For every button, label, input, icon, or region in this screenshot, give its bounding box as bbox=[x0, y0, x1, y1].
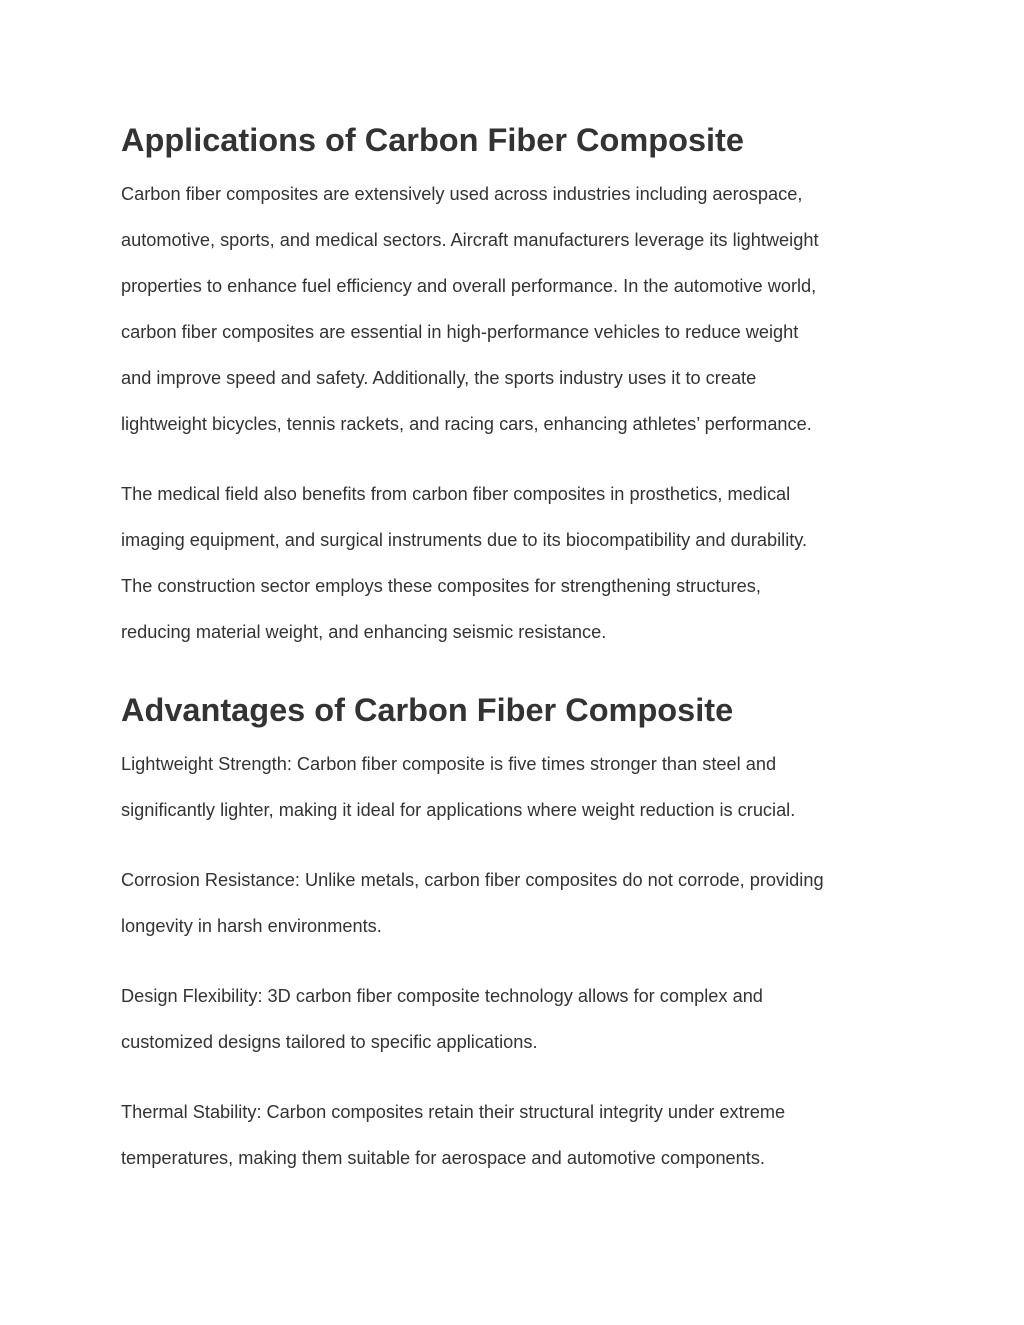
section-heading-applications: Applications of Carbon Fiber Composite bbox=[121, 122, 744, 158]
paragraph-applications-industries bbox=[121, 171, 911, 447]
text-line: automotive, sports, and medical sectors. Aircraft manufacturers leverage its lightweight bbox=[121, 230, 819, 250]
paragraph-design-flexibility bbox=[121, 973, 911, 1065]
text-line: imaging equipment, and surgical instruments due to its biocompatibility and durability. bbox=[121, 530, 808, 550]
paragraph-applications-medical bbox=[121, 471, 911, 655]
text-line: Design Flexibility: 3D carbon fiber composite technology allows for complex and bbox=[121, 986, 763, 1006]
text-line: Corrosion Resistance: Unlike metals, carbon fiber composites do not corrode, providing bbox=[121, 870, 824, 890]
text-line: reducing material weight, and enhancing seismic resistance. bbox=[121, 622, 607, 642]
text-line: Lightweight Strength: Carbon fiber composite is five times stronger than steel and bbox=[121, 754, 777, 774]
text-line: properties to enhance fuel efficiency and overall performance. In the automotive world, bbox=[121, 276, 817, 296]
text-line: lightweight bicycles, tennis rackets, and racing cars, enhancing athletes’ performance. bbox=[121, 414, 812, 434]
section-heading-advantages: Advantages of Carbon Fiber Composite bbox=[121, 692, 734, 728]
text-line: Thermal Stability: Carbon composites retain their structural integrity under extreme bbox=[121, 1102, 786, 1122]
text-line: The medical field also benefits from carbon fiber composites in prosthetics, medical bbox=[121, 484, 791, 504]
text-line: Carbon fiber composites are extensively used across industries including aerospace, bbox=[121, 184, 803, 204]
text-line: customized designs tailored to specific applications. bbox=[121, 1032, 538, 1052]
text-line: The construction sector employs these composites for strengthening structures, bbox=[121, 576, 761, 596]
paragraph-lightweight-strength bbox=[121, 741, 911, 833]
paragraph-thermal-stability bbox=[121, 1089, 911, 1181]
text-line: and improve speed and safety. Additionally, the sports industry uses it to create bbox=[121, 368, 757, 388]
text-line: temperatures, making them suitable for aerospace and automotive components. bbox=[121, 1148, 765, 1168]
text-line: longevity in harsh environments. bbox=[121, 916, 382, 936]
text-line: significantly lighter, making it ideal for applications where weight reduction is crucial. bbox=[121, 800, 796, 820]
text-line: carbon fiber composites are essential in high-performance vehicles to reduce weight bbox=[121, 322, 799, 342]
paragraph-corrosion-resistance bbox=[121, 857, 911, 949]
